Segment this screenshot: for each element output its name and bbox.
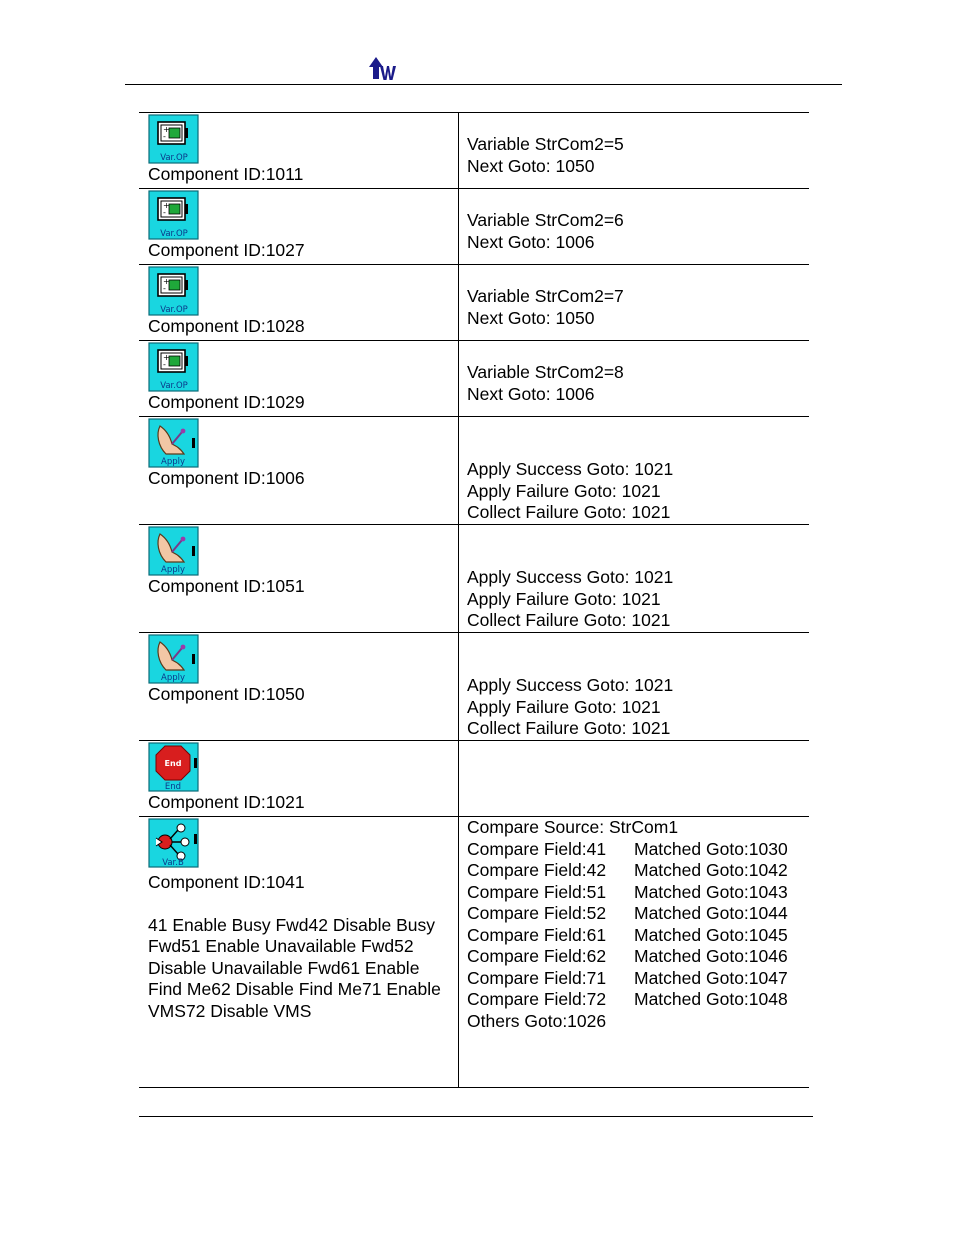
matched-goto: Matched Goto:1048 [634, 989, 788, 1009]
component-icon-wrap [148, 817, 458, 868]
component-icon [148, 418, 200, 468]
detail-line: Apply Success Goto: 1021 [467, 459, 674, 479]
component-details-cell [459, 417, 810, 525]
icon-caption: Var.OP [160, 305, 188, 315]
others-goto: Others Goto:1026 [467, 1010, 607, 1031]
component-id: Component ID:1011 [148, 164, 304, 184]
icon-caption: Var.B [162, 858, 184, 868]
var-op-icon [148, 190, 200, 240]
component-icon [148, 190, 200, 240]
component-id: Component ID:1027 [148, 240, 305, 260]
detail-line: Apply Success Goto: 1021 [467, 675, 674, 695]
var-op-icon [148, 266, 200, 316]
menu-option: 71 Enable VMS [148, 979, 441, 1021]
matched-goto: Matched Goto:1047 [634, 967, 788, 988]
matched-goto: Matched Goto:1042 [634, 860, 788, 880]
details-lines [467, 341, 809, 405]
icon-caption: Apply [161, 673, 185, 683]
detail-line: Apply Failure Goto: 1021 [467, 480, 661, 501]
menu-option: 72 Disable VMS [185, 1000, 312, 1021]
detail-line: Next Goto: 1050 [467, 155, 595, 176]
details-lines [467, 265, 809, 329]
component-icon [148, 818, 200, 868]
component-icon-wrap [148, 417, 458, 468]
detail-line: Collect Failure Goto: 1021 [467, 718, 671, 738]
icon-badge: End [164, 759, 182, 768]
compare-row [467, 968, 809, 990]
component-icon [148, 634, 200, 684]
component-details-cell [459, 265, 810, 341]
branch-details-cell [459, 817, 810, 1088]
svg-text:-: - [163, 132, 166, 141]
details-lines [467, 189, 809, 253]
icon-caption: End [164, 782, 182, 792]
component-id: Component ID:1051 [148, 576, 305, 596]
compare-row [467, 882, 809, 904]
branch-row [139, 817, 809, 1088]
compare-field: Compare Field:51 [467, 881, 607, 902]
compare-field: Compare Field:41 [467, 838, 607, 859]
component-icon [148, 526, 200, 576]
apply-icon [148, 526, 200, 576]
details-lines [467, 633, 809, 740]
component-row [139, 265, 809, 341]
component-id: Component ID:1050 [148, 684, 305, 704]
icon-caption: Apply [161, 565, 185, 575]
component-icon-wrap [148, 633, 458, 684]
menu-option: 52 Disable Unavailable Fwd [148, 936, 414, 978]
component-details-cell [459, 633, 810, 741]
detail-line: Apply Success Goto: 1021 [467, 567, 674, 587]
menu-option: 62 Disable Find Me [211, 979, 362, 999]
detail-line: Next Goto: 1006 [467, 383, 595, 404]
component-details-cell [459, 741, 810, 817]
detail-line: Apply Failure Goto: 1021 [467, 696, 661, 717]
detail-line: Collect Failure Goto: 1021 [467, 610, 671, 630]
compare-field: Compare Field:62 [467, 946, 607, 966]
icon-caption: Var.OP [160, 381, 188, 391]
component-icon [148, 342, 200, 392]
component-icon-wrap [148, 189, 458, 240]
footer-rule [139, 1116, 813, 1117]
component-icon [148, 114, 200, 164]
component-icon-wrap [148, 525, 458, 576]
branch-component-cell [139, 817, 459, 1088]
component-cell [139, 341, 459, 417]
component-icon-wrap [148, 265, 458, 316]
component-row [139, 189, 809, 265]
detail-line: Variable StrCom2=8 [467, 362, 624, 382]
component-details-cell [459, 525, 810, 633]
component-row [139, 341, 809, 417]
compare-field: Compare Field:52 [467, 903, 607, 923]
matched-goto: Matched Goto:1043 [634, 881, 788, 902]
compare-field: Compare Field:61 [467, 924, 607, 945]
menu-option: 41 Enable Busy Fwd [148, 914, 309, 935]
compare-row [467, 925, 809, 947]
compare-field: Compare Field:42 [467, 860, 607, 880]
compare-source: Compare Source: StrCom1 [467, 817, 679, 837]
svg-text:-: - [163, 360, 166, 369]
details-lines [467, 525, 809, 632]
icon-caption: Var.OP [160, 229, 188, 239]
matched-goto: Matched Goto:1044 [634, 903, 788, 923]
component-cell [139, 525, 459, 633]
apply-icon [148, 418, 200, 468]
menu-option: 61 Enable Find Me [148, 957, 420, 999]
var-b-icon [148, 818, 200, 868]
detail-line: Variable StrCom2=7 [467, 286, 624, 306]
component-cell [139, 741, 459, 817]
end-icon [148, 742, 200, 792]
svg-text:+: + [163, 353, 170, 362]
compare-row [467, 903, 809, 925]
component-id: Component ID:1028 [148, 316, 305, 336]
component-row [139, 525, 809, 633]
svg-text:-: - [163, 284, 166, 293]
svg-text:+: + [163, 201, 170, 210]
compare-field: Compare Field:71 [467, 967, 607, 988]
detail-line: Apply Failure Goto: 1021 [467, 588, 661, 609]
component-icon-wrap [148, 341, 458, 392]
component-id: Component ID:1021 [148, 792, 305, 812]
component-cell [139, 417, 459, 525]
matched-goto: Matched Goto:1030 [634, 838, 788, 859]
component-id: Component ID:1006 [148, 468, 305, 488]
component-cell [139, 189, 459, 265]
compare-row [467, 839, 809, 861]
detail-line: Next Goto: 1050 [467, 307, 595, 328]
menu-option: 51 Enable Unavailable Fwd [181, 936, 395, 956]
compare-row [467, 946, 809, 968]
component-icon-wrap [148, 113, 458, 164]
component-icon [148, 266, 200, 316]
component-id: Component ID:1041 [148, 872, 305, 892]
component-row [139, 417, 809, 525]
icon-caption: Var.OP [160, 153, 188, 163]
svg-text:-: - [163, 208, 166, 217]
matched-goto: Matched Goto:1046 [634, 946, 788, 966]
detail-line: Variable StrCom2=6 [467, 210, 624, 230]
logo-arrow-icon [367, 55, 397, 81]
component-row [139, 113, 809, 189]
component-id: Component ID:1029 [148, 392, 305, 412]
component-cell [139, 633, 459, 741]
var-op-icon [148, 342, 200, 392]
apply-icon [148, 634, 200, 684]
menu-options-list [148, 915, 458, 1023]
svg-text:+: + [163, 277, 170, 286]
svg-text:+: + [163, 125, 170, 134]
component-cell [139, 113, 459, 189]
detail-line: Collect Failure Goto: 1021 [467, 502, 671, 522]
header-rule [125, 84, 842, 85]
details-lines [467, 417, 809, 524]
compare-row [467, 860, 809, 882]
compare-row [467, 989, 809, 1011]
var-op-icon [148, 114, 200, 164]
component-table [139, 112, 809, 1088]
company-logo [367, 55, 397, 81]
component-row [139, 633, 809, 741]
menu-option: 42 Disable Busy Fwd [148, 914, 435, 956]
detail-line: Next Goto: 1006 [467, 231, 595, 252]
component-details-cell [459, 341, 810, 417]
matched-goto: Matched Goto:1045 [634, 924, 788, 945]
icon-caption: Apply [161, 457, 185, 467]
details-lines [467, 113, 809, 177]
compare-field: Compare Field:72 [467, 989, 607, 1009]
component-row [139, 741, 809, 817]
component-icon-wrap [148, 741, 458, 792]
detail-line: Variable StrCom2=5 [467, 134, 624, 154]
component-details-cell [459, 189, 810, 265]
component-icon [148, 742, 200, 792]
component-details-cell [459, 113, 810, 189]
component-cell [139, 265, 459, 341]
